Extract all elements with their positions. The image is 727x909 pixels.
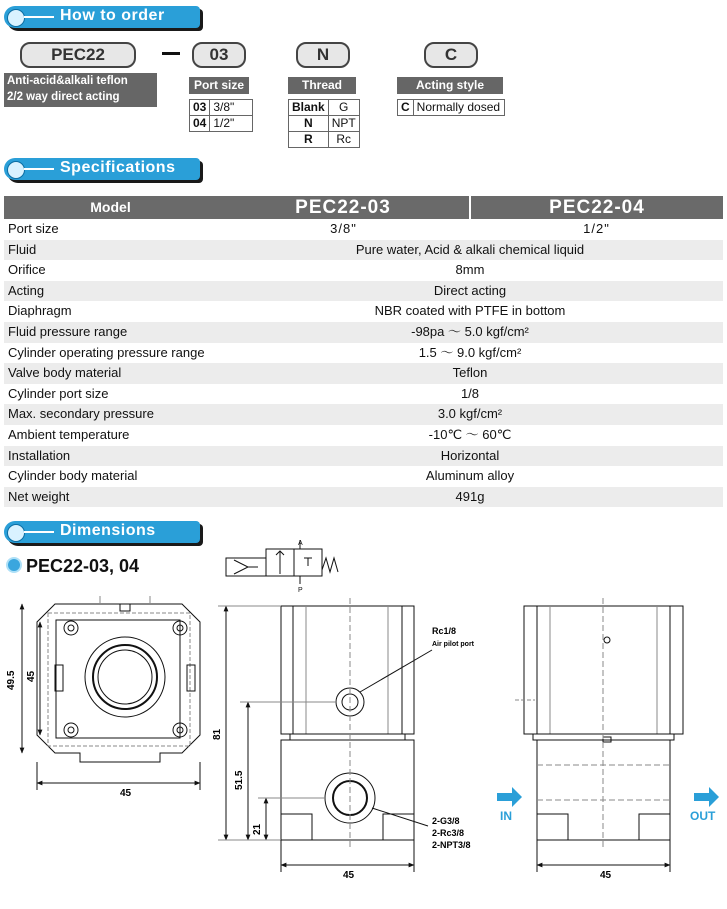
acting-style-header: Acting style bbox=[397, 77, 503, 94]
port-size-options bbox=[189, 99, 253, 132]
spec-value-03: 3/8" bbox=[330, 221, 357, 236]
spec-label: Fluid bbox=[8, 241, 37, 257]
dim-label-49-5: 49.5 bbox=[6, 670, 17, 690]
spec-row bbox=[4, 363, 723, 384]
dim-label-45-vertical: 45 bbox=[26, 670, 37, 682]
valve-symbol-icon bbox=[226, 540, 338, 594]
spec-row bbox=[4, 404, 723, 425]
spec-row bbox=[4, 425, 723, 446]
in-arrow-icon bbox=[497, 787, 522, 807]
spec-label: Cylinder port size bbox=[8, 385, 109, 401]
spec-header-model: Model bbox=[90, 199, 131, 215]
section-title: How to order bbox=[60, 7, 165, 24]
side-view-drawing bbox=[218, 598, 432, 872]
spec-value: 1/8 bbox=[460, 385, 480, 401]
model-code-box: PEC22 bbox=[20, 42, 136, 68]
pilot-port-label-2: Air pilot port bbox=[432, 641, 474, 648]
port-label-rc: 2-Rc3/8 bbox=[432, 828, 465, 838]
spec-header-col2: PEC22-04 bbox=[549, 197, 645, 218]
spec-row bbox=[4, 466, 723, 487]
port-size-header: Port size bbox=[189, 77, 249, 94]
spec-value: Direct acting bbox=[433, 282, 507, 298]
spec-value: Horizontal bbox=[440, 447, 500, 463]
dim-label-45-top-view: 45 bbox=[120, 788, 132, 799]
dimensions-title-text: PEC22-03, 04 bbox=[26, 556, 140, 576]
spec-label: Port size bbox=[8, 221, 59, 236]
in-label: IN bbox=[500, 809, 512, 823]
option-row: Blank G bbox=[289, 100, 360, 116]
thread-options bbox=[288, 99, 360, 148]
specifications-table bbox=[4, 196, 723, 507]
model-description bbox=[4, 73, 157, 107]
dim-label-45-flow-view: 45 bbox=[600, 870, 612, 881]
dim-label-81: 81 bbox=[212, 728, 223, 740]
thread-code-box: N bbox=[296, 42, 350, 68]
port-code-box: 03 bbox=[192, 42, 246, 68]
spec-value: Teflon bbox=[452, 365, 488, 381]
symbol-label-p: P bbox=[298, 587, 303, 594]
spec-value: NBR coated with PTFE in bottom bbox=[374, 303, 566, 319]
option-row: R Rc bbox=[289, 132, 360, 148]
spec-value: Aluminum alloy bbox=[425, 468, 515, 484]
spec-label: Cylinder operating pressure range bbox=[8, 344, 205, 360]
spec-value: 8mm bbox=[455, 262, 485, 278]
option-row: C Normally dosed bbox=[398, 100, 505, 116]
spec-value: -10℃ ～ 60℃ bbox=[428, 426, 512, 442]
spec-row bbox=[4, 301, 723, 322]
spec-label: Valve body material bbox=[8, 365, 122, 381]
spec-row bbox=[4, 322, 723, 343]
spec-label: Net weight bbox=[8, 488, 70, 504]
spec-label: Ambient temperature bbox=[8, 426, 130, 442]
spec-value: 3.0 kgf/cm² bbox=[437, 406, 503, 422]
port-label-npt: 2-NPT3/8 bbox=[432, 840, 471, 850]
pilot-port-label-1: Rc1/8 bbox=[432, 626, 457, 636]
section-header-specifications bbox=[4, 158, 204, 180]
port-label-g: 2-G3/8 bbox=[432, 816, 460, 826]
option-row: N NPT bbox=[289, 116, 360, 132]
spec-row bbox=[4, 343, 723, 364]
spec-value: Pure water, Acid & alkali chemical liquid bbox=[355, 241, 585, 257]
spec-row bbox=[4, 384, 723, 405]
option-row: 03 3/8" bbox=[190, 100, 253, 116]
thread-header: Thread bbox=[288, 77, 356, 94]
spec-row bbox=[4, 240, 723, 261]
section-header-how-to-order bbox=[4, 6, 204, 28]
dim-label-51-5: 51.5 bbox=[234, 770, 245, 790]
spec-label: Cylinder body material bbox=[8, 468, 138, 484]
dim-label-21: 21 bbox=[252, 823, 263, 835]
spec-label: Fluid pressure range bbox=[8, 323, 128, 339]
spec-header-row bbox=[4, 196, 723, 219]
spec-header-col1: PEC22-03 bbox=[217, 196, 471, 219]
spec-value-04: 1/2" bbox=[583, 221, 610, 236]
spec-value: 1.5 ～ 9.0 kgf/cm² bbox=[418, 344, 522, 360]
acting-style-options bbox=[397, 99, 505, 116]
acting-code-box: C bbox=[424, 42, 478, 68]
out-label: OUT bbox=[690, 809, 716, 823]
section-title: Specifications bbox=[60, 159, 176, 176]
code-separator-dash bbox=[162, 52, 180, 55]
dim-label-45-side-view: 45 bbox=[343, 870, 355, 881]
symbol-label-a: A bbox=[298, 540, 303, 547]
dimension-drawings bbox=[0, 530, 727, 909]
spec-label: Orifice bbox=[8, 262, 46, 278]
spec-label: Installation bbox=[8, 447, 71, 463]
section-title: Dimensions bbox=[60, 522, 156, 539]
spec-value: -98pa ～ 5.0 kgf/cm² bbox=[411, 323, 529, 339]
spec-row bbox=[4, 260, 723, 281]
spec-label: Diaphragm bbox=[8, 303, 72, 319]
spec-label: Max. secondary pressure bbox=[8, 406, 154, 422]
spec-row bbox=[4, 487, 723, 508]
model-desc-line-1: Anti-acid&alkali teflon bbox=[7, 75, 128, 87]
option-row: 04 1/2" bbox=[190, 116, 253, 132]
flow-view-drawing bbox=[515, 598, 683, 872]
spec-row bbox=[4, 281, 723, 302]
out-arrow-icon bbox=[694, 787, 719, 807]
spec-value: 491g bbox=[455, 488, 485, 504]
spec-label: Acting bbox=[8, 282, 45, 298]
top-view-drawing bbox=[22, 596, 200, 790]
spec-row bbox=[4, 446, 723, 467]
model-desc-line-2: 2/2 way direct acting bbox=[7, 91, 120, 103]
spec-row-port-size bbox=[4, 219, 723, 240]
